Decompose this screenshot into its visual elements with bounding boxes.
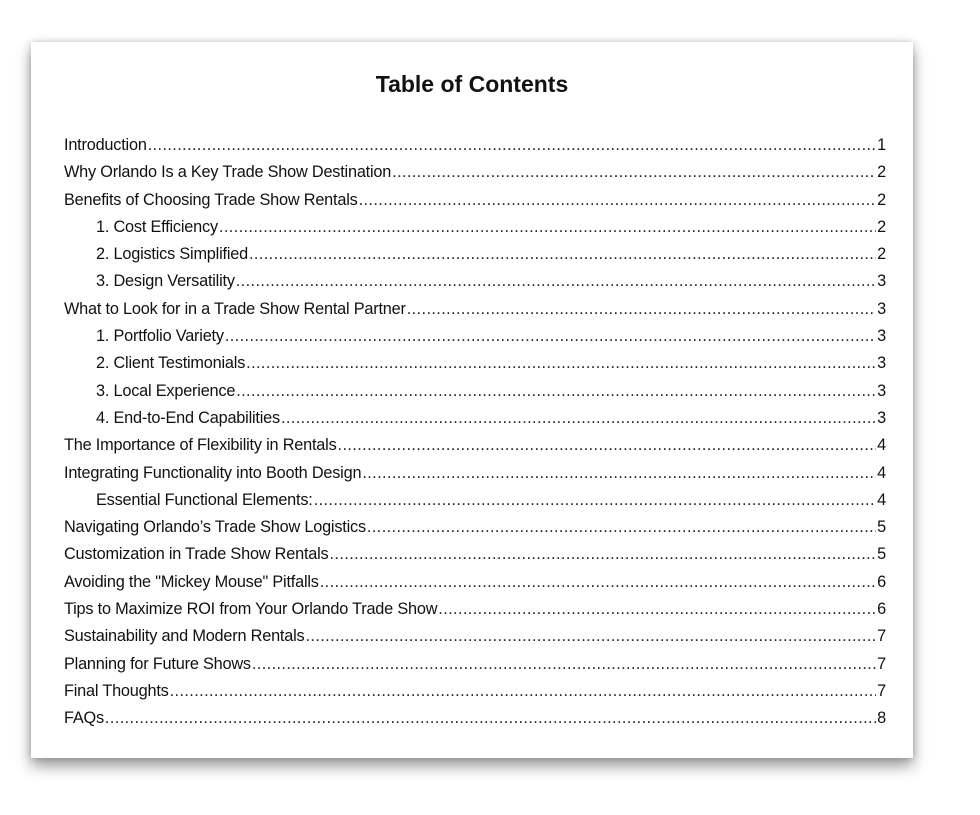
toc-dot-leader xyxy=(252,651,876,678)
toc-entry-page-number: 4 xyxy=(877,436,886,455)
toc-entry-page-number: 7 xyxy=(877,654,886,673)
toc-entry[interactable] xyxy=(64,678,886,705)
toc-entry-label: 3. Local Experience xyxy=(96,381,236,400)
toc-entry-label: What to Look for in a Trade Show Rental Partner xyxy=(64,299,406,318)
toc-dot-leader xyxy=(236,378,876,405)
toc-dot-leader xyxy=(170,678,876,705)
toc-entry-label: Customization in Trade Show Rentals xyxy=(64,545,329,564)
toc-entry-page-number: 4 xyxy=(877,490,886,509)
toc-entry-page-number: 3 xyxy=(877,272,886,291)
toc-entry[interactable] xyxy=(64,487,886,514)
toc-dot-leader xyxy=(219,214,876,241)
toc-entry[interactable] xyxy=(64,432,886,459)
toc-entry[interactable] xyxy=(64,460,886,487)
toc-entry[interactable] xyxy=(64,241,886,268)
toc-entry[interactable] xyxy=(64,378,886,405)
toc-entry[interactable] xyxy=(64,132,886,159)
toc-entry-page-number: 7 xyxy=(877,627,886,646)
toc-entry-label: FAQs xyxy=(64,709,104,728)
toc-entry[interactable] xyxy=(64,651,886,678)
toc-entry-page-number: 7 xyxy=(877,681,886,700)
toc-dot-leader xyxy=(330,541,877,568)
toc-entry[interactable] xyxy=(64,296,886,323)
toc-entry-page-number: 2 xyxy=(877,245,886,264)
toc-entry-page-number: 3 xyxy=(877,381,886,400)
toc-entry-label: 4. End-to-End Capabilities xyxy=(96,408,280,427)
toc-entry-label: Sustainability and Modern Rentals xyxy=(64,627,305,646)
toc-entry[interactable] xyxy=(64,569,886,596)
toc-entry-page-number: 3 xyxy=(877,299,886,318)
toc-entry-page-number: 2 xyxy=(877,217,886,236)
toc-entry[interactable] xyxy=(64,159,886,186)
document-page xyxy=(31,42,913,758)
toc-entry-page-number: 2 xyxy=(877,163,886,182)
toc-entry-label: Final Thoughts xyxy=(64,681,169,700)
toc-entry-label: 3. Design Versatility xyxy=(96,272,235,291)
toc-list xyxy=(64,132,886,733)
toc-entry-label: Integrating Functionality into Booth Design xyxy=(64,463,362,482)
toc-dot-leader xyxy=(249,241,876,268)
toc-dot-leader xyxy=(359,187,876,214)
toc-entry[interactable] xyxy=(64,187,886,214)
toc-entry-page-number: 3 xyxy=(877,408,886,427)
toc-entry-label: Planning for Future Shows xyxy=(64,654,251,673)
toc-entry-page-number: 3 xyxy=(877,354,886,373)
toc-entry[interactable] xyxy=(64,405,886,432)
toc-dot-leader xyxy=(305,623,876,650)
toc-dot-leader xyxy=(438,596,876,623)
toc-entry-label: Tips to Maximize ROI from Your Orlando Trade Show xyxy=(64,600,438,619)
toc-entry-label: 2. Logistics Simplified xyxy=(96,245,248,264)
toc-entry[interactable] xyxy=(64,323,886,350)
toc-entry-page-number: 8 xyxy=(877,709,886,728)
toc-dot-leader xyxy=(392,159,876,186)
toc-entry[interactable] xyxy=(64,705,886,732)
toc-dot-leader xyxy=(148,132,876,159)
toc-entry-page-number: 4 xyxy=(877,463,886,482)
toc-entry-label: The Importance of Flexibility in Rentals xyxy=(64,436,337,455)
toc-entry-label: Introduction xyxy=(64,136,147,154)
toc-dot-leader xyxy=(314,487,876,514)
toc-entry[interactable] xyxy=(64,623,886,650)
toc-dot-leader xyxy=(281,405,876,432)
toc-entry-page-number: 5 xyxy=(877,518,886,537)
toc-entry-label: Essential Functional Elements: xyxy=(96,490,313,509)
toc-entry[interactable] xyxy=(64,268,886,295)
toc-dot-leader xyxy=(105,705,876,732)
toc-entry[interactable] xyxy=(64,514,886,541)
toc-dot-leader xyxy=(407,296,876,323)
toc-entry-label: 1. Portfolio Variety xyxy=(96,327,224,346)
toc-dot-leader xyxy=(367,514,876,541)
toc-entry-page-number: 6 xyxy=(877,572,886,591)
toc-entry-page-number: 6 xyxy=(877,600,886,619)
toc-title: Table of Contents xyxy=(375,71,569,97)
toc-dot-leader xyxy=(362,460,876,487)
toc-entry-label: Why Orlando Is a Key Trade Show Destination xyxy=(64,163,392,182)
toc-dot-leader xyxy=(236,268,876,295)
toc-entry-page-number: 5 xyxy=(877,545,886,564)
toc-entry-label: 1. Cost Efficiency xyxy=(96,217,218,236)
toc-entry-page-number: 2 xyxy=(877,190,886,209)
toc-entry[interactable] xyxy=(64,214,886,241)
toc-entry-page-number: 1 xyxy=(877,136,886,154)
toc-entry[interactable] xyxy=(64,596,886,623)
toc-entry-label: Navigating Orlando’s Trade Show Logistics xyxy=(64,518,366,537)
toc-entry-label: Benefits of Choosing Trade Show Rentals xyxy=(64,190,358,209)
toc-entry-label: Avoiding the "Mickey Mouse" Pitfalls xyxy=(64,572,319,591)
toc-dot-leader xyxy=(225,323,876,350)
toc-entry[interactable] xyxy=(64,350,886,377)
toc-dot-leader xyxy=(320,569,876,596)
toc-dot-leader xyxy=(246,350,876,377)
toc-dot-leader xyxy=(338,432,876,459)
toc-entry-label: 2. Client Testimonials xyxy=(96,354,246,373)
toc-entry[interactable] xyxy=(64,541,886,568)
toc-entry-page-number: 3 xyxy=(877,327,886,346)
